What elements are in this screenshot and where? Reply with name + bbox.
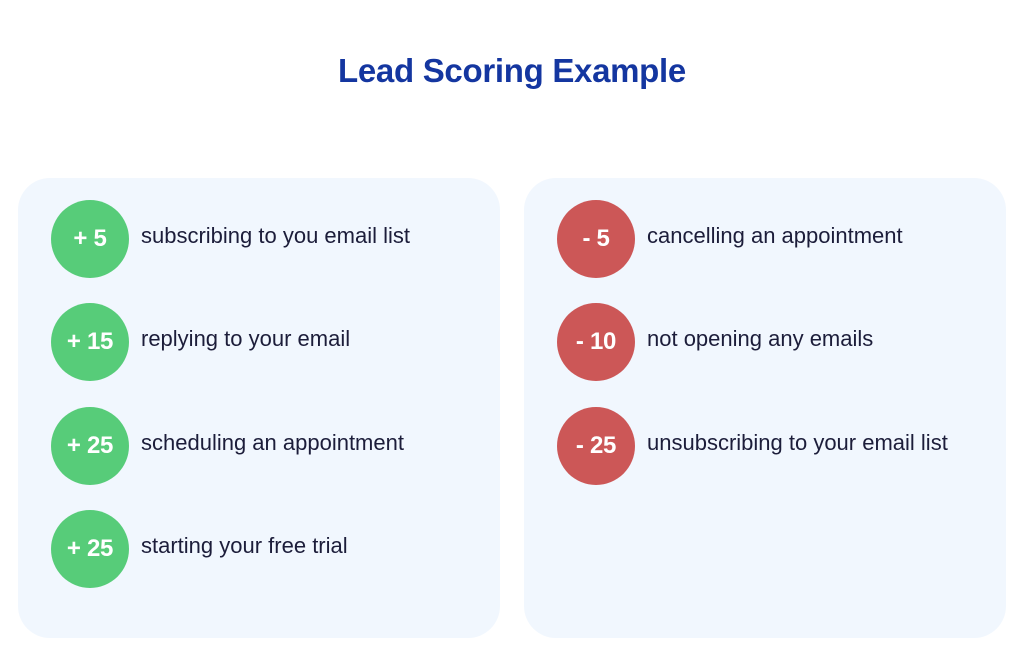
action-label: cancelling an appointment (647, 223, 903, 248)
page-title: Lead Scoring Example (338, 52, 686, 89)
action-label: scheduling an appointment (141, 430, 404, 455)
negative-item (557, 200, 903, 278)
score-badge: - 25 (557, 407, 635, 485)
negative-actions-panel (524, 178, 1006, 638)
score-badge: + 25 (51, 407, 129, 485)
positive-actions-panel (18, 178, 500, 638)
action-label: starting your free trial (141, 533, 348, 558)
score-badge: - 10 (557, 303, 635, 381)
action-label: replying to your email (141, 326, 351, 351)
action-label: subscribing to you email list (141, 223, 411, 248)
negative-item (557, 303, 873, 381)
positive-item (51, 510, 348, 588)
action-label: not opening any emails (647, 326, 874, 351)
positive-item (51, 200, 410, 278)
positive-item (51, 407, 404, 485)
action-label: unsubscribing to your email list (647, 430, 948, 455)
score-badge: + 15 (51, 303, 129, 381)
negative-item (557, 407, 948, 485)
score-badge: - 5 (557, 200, 635, 278)
score-badge: + 5 (51, 200, 129, 278)
positive-item (51, 303, 350, 381)
score-badge: + 25 (51, 510, 129, 588)
